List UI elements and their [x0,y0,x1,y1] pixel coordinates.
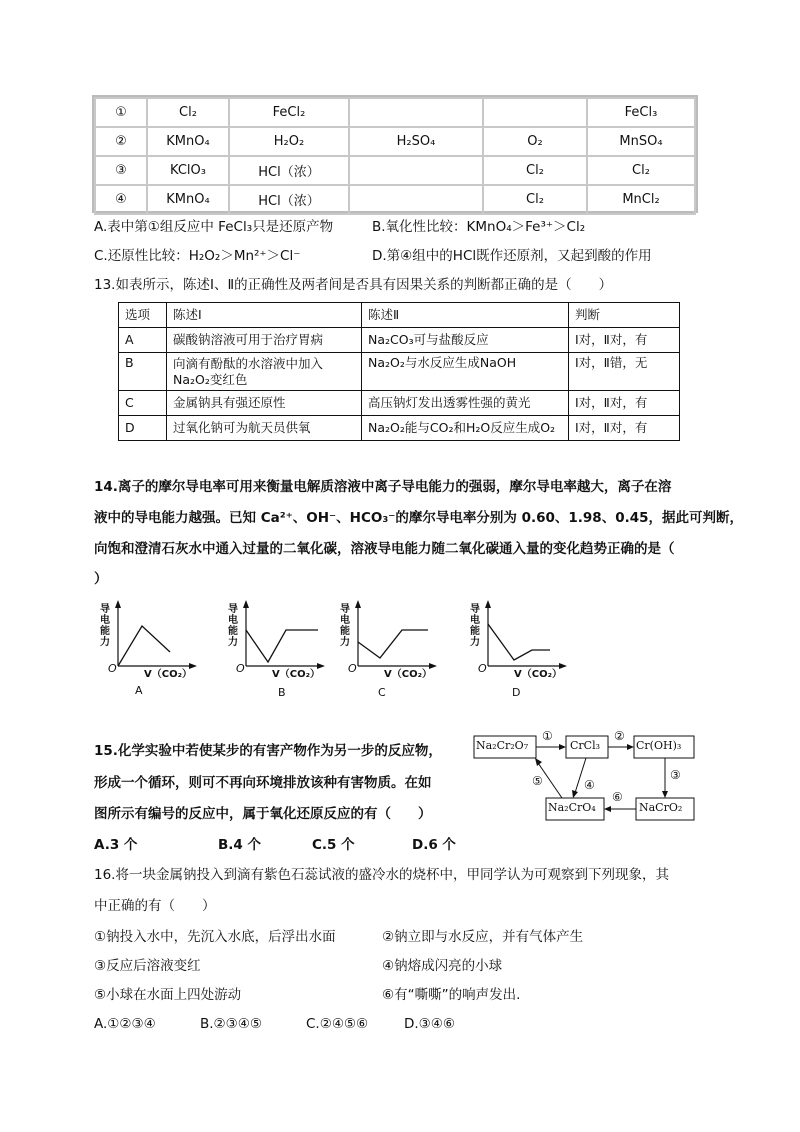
step-1-label: ① [542,729,553,743]
table-cell: B [119,353,167,391]
table-cell: KClO₃ [147,156,229,185]
q16-option-d: D.③④⑥ [404,1016,455,1032]
table-row [119,391,680,416]
table-cell: 金属钠具有强还原性 [167,391,362,416]
q13-stem: 13.如表所示，陈述Ⅰ、Ⅱ的正确性及两者间是否具有因果关系的判断都正确的是（ ） [94,277,613,293]
graph-a [100,602,210,702]
table-row [95,185,695,214]
table-cell: MnCl₂ [587,185,695,214]
table-cell: Ⅰ对，Ⅱ对，有 [569,416,680,441]
statement-table [118,302,680,441]
q16-option-a: A.①②③④ [94,1016,156,1032]
x-axis-arrow [317,663,325,669]
table-cell: KMnO₄ [147,185,229,214]
table-cell: ② [95,127,147,156]
table-cell: H₂SO₄ [349,127,483,156]
graph-xlabel: V（CO₂） [144,669,192,680]
table-cell: C [119,391,167,416]
table-cell: Na₂CO₃可与盐酸反应 [362,328,569,353]
table-cell: Cl₂ [483,185,587,214]
graph-ylabel: 导电能力 [470,604,480,648]
table-cell: ① [95,98,147,127]
q12-option-d: D.第④组中的HCl既作还原剂，又起到酸的作用 [372,248,652,264]
q14-line-2: 液中的导电能力越强。已知 Ca²⁺、OH⁻、HCO₃⁻的摩尔导电率分别为 0.60、1.98、0.45，据此可判断， [94,510,744,526]
q16-item-6: ⑥有“嘶嘶”的响声发出. [382,987,521,1003]
graph-label: A [135,684,143,697]
reaction-cycle-diagram [466,726,706,826]
table-header-cell: 陈述Ⅱ [362,303,569,328]
graph-ylabel: 导电能力 [340,604,350,648]
arrow-head [572,790,578,798]
arrow-head [604,806,611,812]
graph-origin: O [236,662,245,675]
q14-line-4: ） [94,571,108,587]
table-cell: Cl₂ [587,156,695,185]
graph-label: D [512,686,521,699]
q12-option-b: B.氧化性比较：KMnO₄＞Fe³⁺＞Cl₂ [372,219,586,235]
q16-item-3: ③反应后溶液变红 [94,958,201,974]
node-na2cro4: Na₂CrO₄ [548,801,596,814]
graph-xlabel: V（CO₂） [384,669,432,680]
step-4-label: ④ [584,778,595,792]
y-axis-arrow [115,600,121,608]
x-axis-arrow [559,663,567,669]
table-cell: MnSO₄ [587,127,695,156]
q14-line-3: 向饱和澄清石灰水中通入过量的二氧化碳，溶液导电能力随二氧化碳通入量的变化趋势正确的是（ [94,541,675,557]
q12-option-a: A.表中第①组反应中 FeCl₃只是还原产物 [94,219,334,235]
table-cell: Cl₂ [147,98,229,127]
trend-line [358,630,428,658]
trend-line [118,626,170,666]
graph-origin: O [478,662,487,675]
table-row [95,127,695,156]
table-cell: 碳酸钠溶液可用于治疗胃病 [167,328,362,353]
table-cell: H₂O₂ [229,127,349,156]
graph-origin: O [348,662,357,675]
table-cell: HCl（浓） [229,185,349,214]
table-cell: O₂ [483,127,587,156]
graph-ylabel: 导电能力 [228,604,238,648]
table-cell: Na₂O₂与水反应生成NaOH [362,353,569,391]
table-cell: 向滴有酚酞的水溶液中加入Na₂O₂变红色 [167,353,362,391]
graph-c [340,602,450,702]
step-6-label: ⑥ [612,790,623,804]
table-cell: ③ [95,156,147,185]
q15-line-3: 图所示有编号的反应中，属于氧化还原反应的有（ ） [94,806,432,822]
trend-line [246,630,318,662]
table-cell: 高压钠灯发出透雾性强的黄光 [362,391,569,416]
table-cell [483,98,587,127]
q15-option-b: B.4 个 [218,837,262,853]
node-na2cr2o7: Na₂Cr₂O₇ [476,739,529,752]
node-croh3: Cr(OH)₃ [636,739,682,752]
arrow-head [535,758,542,766]
arrow-head [627,744,634,750]
q16-item-5: ⑤小球在水面上四处游动 [94,987,242,1003]
table-cell: KMnO₄ [147,127,229,156]
table-cell: Cl₂ [483,156,587,185]
table-cell [349,156,483,185]
q16-line-1: 16.将一块金属钠投入到滴有紫色石蕊试液的盛冷水的烧杯中，甲同学认为可观察到下列现象，其 [94,867,669,883]
y-axis-arrow [485,600,491,608]
table-header-cell: 判断 [569,303,680,328]
q14-line-1: 14.离子的摩尔导电率可用来衡量电解质溶液中离子导电能力的强弱，摩尔导电率越大，离子在溶 [94,479,672,495]
table-row [119,416,680,441]
graph-label: C [378,686,386,699]
table-header-cell: 选项 [119,303,167,328]
graph-xlabel: V（CO₂） [272,669,320,680]
table-cell: HCl（浓） [229,156,349,185]
step-3-label: ③ [670,768,681,782]
graph-xlabel: V（CO₂） [514,669,562,680]
table-header-row [119,303,680,328]
reaction-table [92,95,698,213]
x-axis-arrow [189,663,197,669]
q12-option-c: C.还原性比较：H₂O₂＞Mn²⁺＞Cl⁻ [94,248,301,264]
q16-item-1: ①钠投入水中，先沉入水底，后浮出水面 [94,929,336,945]
table-cell: Ⅰ对，Ⅱ对，有 [569,328,680,353]
table-cell: FeCl₃ [587,98,695,127]
table-row [95,156,695,185]
table-cell: Ⅰ对，Ⅱ错，无 [569,353,680,391]
table-cell: FeCl₂ [229,98,349,127]
q16-option-b: B.②③④⑤ [200,1016,262,1032]
graph-b [228,602,338,702]
q15-line-2: 形成一个循环，则可不再向环境排放该种有害物质。在如 [94,775,432,791]
step-5-label: ⑤ [532,774,543,788]
graph-ylabel: 导电能力 [100,604,110,648]
table-cell: D [119,416,167,441]
table-cell: Ⅰ对，Ⅱ对，有 [569,391,680,416]
q16-item-2: ②钠立即与水反应，并有气体产生 [382,929,584,945]
y-axis-arrow [355,600,361,608]
step-2-label: ② [614,729,625,743]
x-axis-arrow [429,663,437,669]
table-cell: A [119,328,167,353]
q15-option-a: A.3 个 [94,837,138,853]
graph-origin: O [108,662,117,675]
arrow-head [559,744,566,750]
node-nacro2: NaCrO₂ [639,801,683,814]
q16-item-4: ④钠熔成闪亮的小球 [382,958,503,974]
table-cell [349,98,483,127]
q15-line-1: 15.化学实验中若使某步的有害产物作为另一步的反应物， [94,743,442,759]
table-row [95,98,695,127]
arrow-head [662,791,668,798]
graph-d [470,602,580,702]
q15-option-d: D.6 个 [412,837,456,853]
q16-option-c: C.②④⑤⑥ [306,1016,369,1032]
table-cell [349,185,483,214]
graph-label: B [278,686,286,699]
table-cell: ④ [95,185,147,214]
y-axis-arrow [243,600,249,608]
node-crcl3: CrCl₃ [570,739,601,752]
table-header-cell: 陈述Ⅰ [167,303,362,328]
table-cell: Na₂O₂能与CO₂和H₂O反应生成O₂ [362,416,569,441]
q15-option-c: C.5 个 [312,837,355,853]
q16-line-2: 中正确的有（ ） [94,898,216,914]
trend-line [488,624,550,660]
table-cell: 过氧化钠可为航天员供氧 [167,416,362,441]
table-row [119,353,680,391]
table-row [119,328,680,353]
